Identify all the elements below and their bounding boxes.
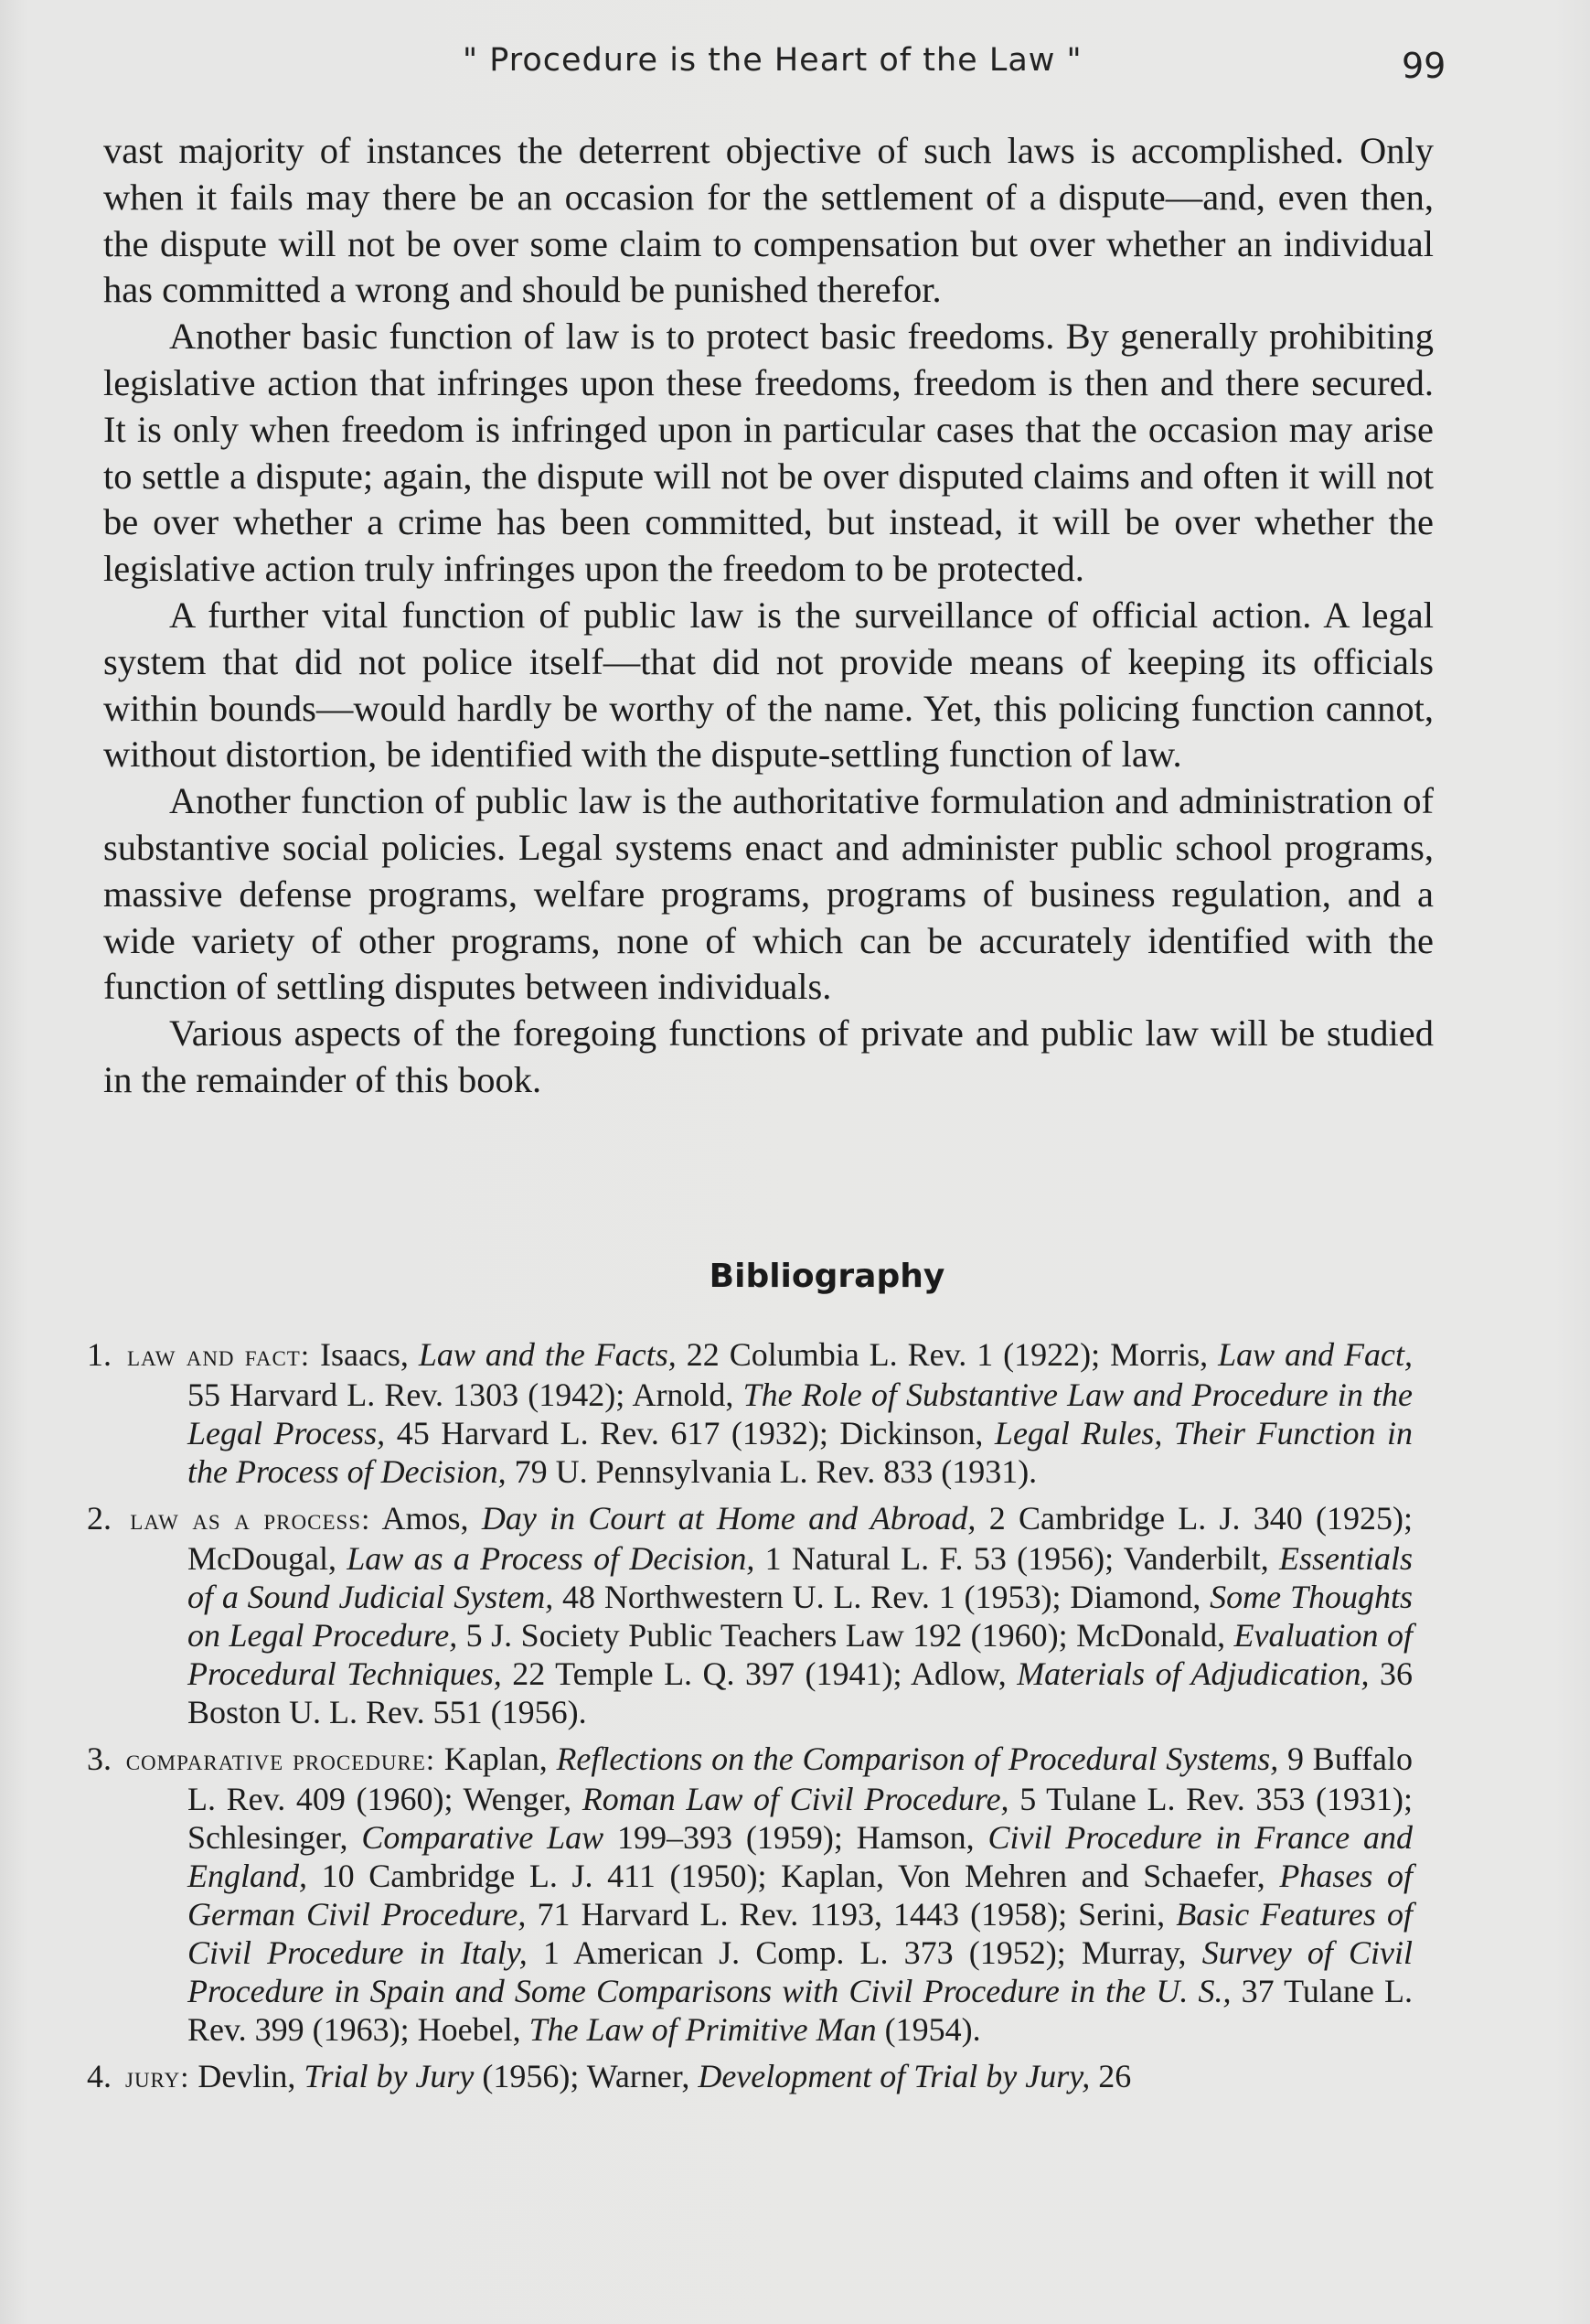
work-title: Development of Trial by Jury, — [698, 2058, 1091, 2094]
citation-text: (1954). — [876, 2011, 981, 2048]
work-title: Legal Rules, Their Function in the Process of Decision, — [187, 1415, 1413, 1490]
citation-text: 71 Harvard L. Rev. 1193, 1443 (1958); Serini, — [526, 1896, 1177, 1933]
entry-number: 1. — [87, 1336, 122, 1373]
citation-text: 48 Northwestern U. L. Rev. 1 (1953); Diamond, — [553, 1579, 1211, 1615]
bibliography-heading: Bibliography — [709, 1258, 945, 1295]
citation-text: 2 Cambridge L. J. 340 (1925); McDougal, — [187, 1500, 1413, 1577]
citation-text: 45 Harvard L. Rev. 617 (1932); Dickinson, — [385, 1415, 995, 1451]
citation-text: 9 Buffalo L. Rev. 409 (1960); Wenger, — [187, 1740, 1414, 1817]
entry-number: 2. — [87, 1500, 125, 1537]
running-header — [0, 42, 1590, 88]
body-text — [103, 128, 1434, 1104]
citation-text: 1 Natural L. F. 53 (1956); Vanderbilt, — [754, 1540, 1279, 1577]
work-title: Roman Law of Civil Procedure, — [582, 1781, 1009, 1817]
citation-text: 36 Boston U. L. Rev. 551 (1956). — [187, 1655, 1413, 1730]
citation-text: 1 American J. Comp. L. 373 (1952); Murray, — [527, 1934, 1202, 1971]
work-title: Some Thoughts on Legal Procedure, — [187, 1579, 1413, 1654]
citation-text: 22 Temple L. Q. 397 (1941); Adlow, — [501, 1655, 1018, 1692]
citation-text: Amos, — [370, 1500, 482, 1537]
citation-text: (1956); Warner, — [474, 2058, 699, 2094]
work-title: Essentials of a Sound Judicial System, — [187, 1540, 1413, 1615]
work-title: Phases of German Civil Procedure, — [187, 1858, 1413, 1933]
citation-text: 22 Columbia L. Rev. 1 (1922); Morris, — [676, 1336, 1219, 1373]
work-title: Law and Fact, — [1218, 1336, 1414, 1373]
work-title: Comparative Law — [361, 1819, 604, 1856]
entry-text — [87, 1740, 1414, 2049]
entry-topic: jury: — [125, 2062, 190, 2094]
citation-text: 26 — [1090, 2058, 1132, 2094]
paragraph: Various aspects of the foregoing functions of private and public law will be studied in the remainder of this book. — [103, 1012, 1434, 1100]
entry-number: 4. — [87, 2058, 120, 2094]
work-title: Civil Procedure in France and England, — [187, 1819, 1413, 1894]
entry-topic: comparative procedure: — [125, 1744, 436, 1777]
work-title: Survey of Civil Procedure in Spain and Some Comparisons with Civil Procedure in the U. S., — [187, 1934, 1413, 2009]
bibliography-list — [87, 1335, 1413, 2105]
citation-text: 79 U. Pennsylvania L. Rev. 833 (1931). — [506, 1453, 1038, 1490]
entry-topic: law and fact: — [126, 1340, 310, 1373]
entry-text — [87, 2057, 1413, 2097]
paragraph: Another function of public law is the authoritative formulation and administration of substantive social policies. Legal systems enact and administer public school programs, massive defense programs, welfare programs, programs of business regulation, and a wide variety of other programs, none of which can be accurately identified with the function of settling disputes between individuals. — [103, 780, 1434, 1008]
citation-text: Devlin, — [189, 2058, 304, 2094]
work-title: Reflections on the Comparison of Procedural Systems, — [556, 1740, 1279, 1777]
page-number: 99 — [1402, 46, 1446, 86]
citation-text: 199–393 (1959); Hamson, — [603, 1819, 988, 1856]
citation-text: 55 Harvard L. Rev. 1303 (1942); Arnold, — [187, 1376, 743, 1413]
paragraph: vast majority of instances the deterrent objective of such laws is accomplished. Only when it fails may there be an occasion for the settlement of a dispute—and, even then, the dispute will not be over some claim to compensation but over whether an individual has committed a wrong and should be punished therefor. — [103, 130, 1434, 311]
entry-text — [87, 1335, 1414, 1491]
work-title: The Law of Primitive Man — [528, 2011, 877, 2048]
work-title: Day in Court at Home and Abroad, — [481, 1500, 976, 1537]
work-title: Trial by Jury — [304, 2058, 475, 2094]
bibliography-entry — [87, 1335, 1413, 1491]
bibliography-entry — [87, 1740, 1413, 2049]
running-title: " Procedure is the Heart of the Law " — [463, 42, 1083, 79]
work-title: Evaluation of Procedural Techniques, — [187, 1617, 1413, 1692]
entry-number: 3. — [87, 1740, 121, 1777]
citation-text: 5 J. Society Public Teachers Law 192 (1960); McDonald, — [457, 1617, 1234, 1654]
entry-text — [87, 1499, 1413, 1731]
citation-text: Isaacs, — [310, 1336, 419, 1373]
paragraph: A further vital function of public law is the surveillance of official action. A legal system that did not police itself—that did not provide means of keeping its officials within bounds—would hardly be worthy of the name. Yet, this policing function cannot, without distortion, be identified with the dispute-settling function of law. — [103, 594, 1434, 776]
work-title: Materials of Adjudication, — [1017, 1655, 1370, 1692]
bibliography-entry — [87, 2057, 1413, 2097]
citation-text: 37 Tulane L. Rev. 399 (1963); Hoebel, — [187, 1973, 1414, 2048]
work-title: The Role of Substantive Law and Procedure in the Legal Process, — [187, 1376, 1414, 1451]
paragraph: Another basic function of law is to protect basic freedoms. By generally prohibiting legislative action that infringes upon these freedoms, freedom is then and there secured. It is only when freedom is infringed upon in particular cases that the occasion may arise to settle a dispute; again, the dispute will not be over disputed claims and often it will not be over whether a crime has been committed, but instead, it will be over whether the legislative action truly infringes upon the freedom to be protected. — [103, 316, 1434, 590]
bibliography-entry — [87, 1499, 1413, 1731]
entry-topic: law as a process: — [130, 1504, 371, 1537]
citation-text: Kaplan, — [435, 1740, 557, 1777]
work-title: Law and the Facts, — [418, 1336, 677, 1373]
work-title: Basic Features of Civil Procedure in Italy, — [187, 1896, 1413, 1971]
citation-text: 10 Cambridge L. J. 411 (1950); Kaplan, Von Mehren and Schaefer, — [307, 1858, 1280, 1894]
work-title: Law as a Process of Decision, — [347, 1540, 755, 1577]
citation-text: 5 Tulane L. Rev. 353 (1931); Schlesinger, — [187, 1781, 1414, 1856]
